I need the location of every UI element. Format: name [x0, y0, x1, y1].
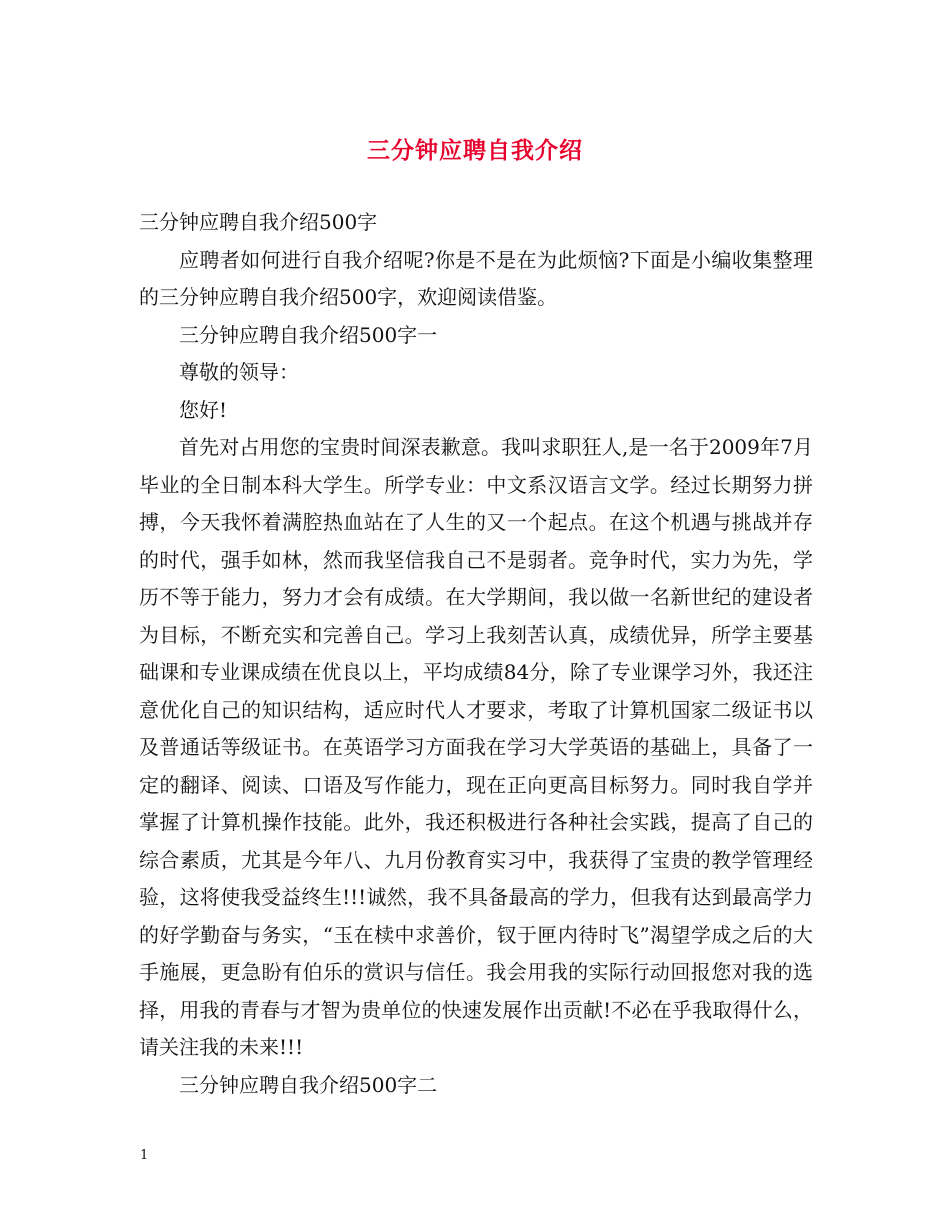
section-heading-one: 三分钟应聘自我介绍500字一 [179, 322, 438, 347]
document-title: 三分钟应聘自我介绍 [367, 137, 583, 164]
paragraph-main: 首先对占用您的宝贵时间深表歉意。我叫求职狂人,是一名于2009年7月毕业的全日制本科大学生。所学专业：中文系汉语言文学。经过长期努力拼搏，今天我怀着满腔热血站在了人生的又一个起点。在这个机遇与挑战并存的时代，强手如林，然而我坚信我自己不是弱者。竞争时代，实力为先，学历不等于能力，努力才会有成绩。在大学期间，我以做一名新世纪的建设者为目标，不断充实和完善自己。学习上我刻苦认真，成绩优异，所学主要基础课和专业课成绩在优良以上，平均成绩84分，除了专业课学习外，我还注意优化自己的知识结构，适应时代人才要求，考取了计算机国家二级证书以及普通话等级证书。在英语学习方面我在学习大学英语的基础上，具备了一定的翻译、阅读、口语及写作能力，现在正向更高目标努力。同时我自学并掌握了计算机操作技能。此外，我还积极进行各种社会实践，提高了自己的综合素质，尤其是今年八、九月份教育实习中，我获得了宝贵的教学管理经验，这将使我受益终生!!!诚然，我不具备最高的学力，但我有达到最高学力的好学勤奋与务实，“玉在椟中求善价，钗于匣内待时飞”渴望学成之后的大手施展，更急盼有伯乐的赏识与信任。我会用我的实际行动回报您对我的选择，用我的青春与才智为贵单位的快速发展作出贡献!不必在乎我取得什么，请关注我的未来!!! [139, 435, 813, 1059]
paragraph-subtitle: 三分钟应聘自我介绍500字 [139, 210, 378, 234]
paragraph-greeting: 您好! [179, 397, 228, 422]
document-body [139, 204, 813, 1104]
paragraph-salutation: 尊敬的领导： [179, 360, 299, 384]
page-number: 1 [140, 1148, 149, 1163]
paragraph-intro: 应聘者如何进行自我介绍呢?你是不是在为此烦恼?下面是小编收集整理的三分钟应聘自我介绍500字，欢迎阅读借鉴。 [139, 247, 813, 309]
section-heading-two: 三分钟应聘自我介绍500字二 [179, 1072, 438, 1097]
